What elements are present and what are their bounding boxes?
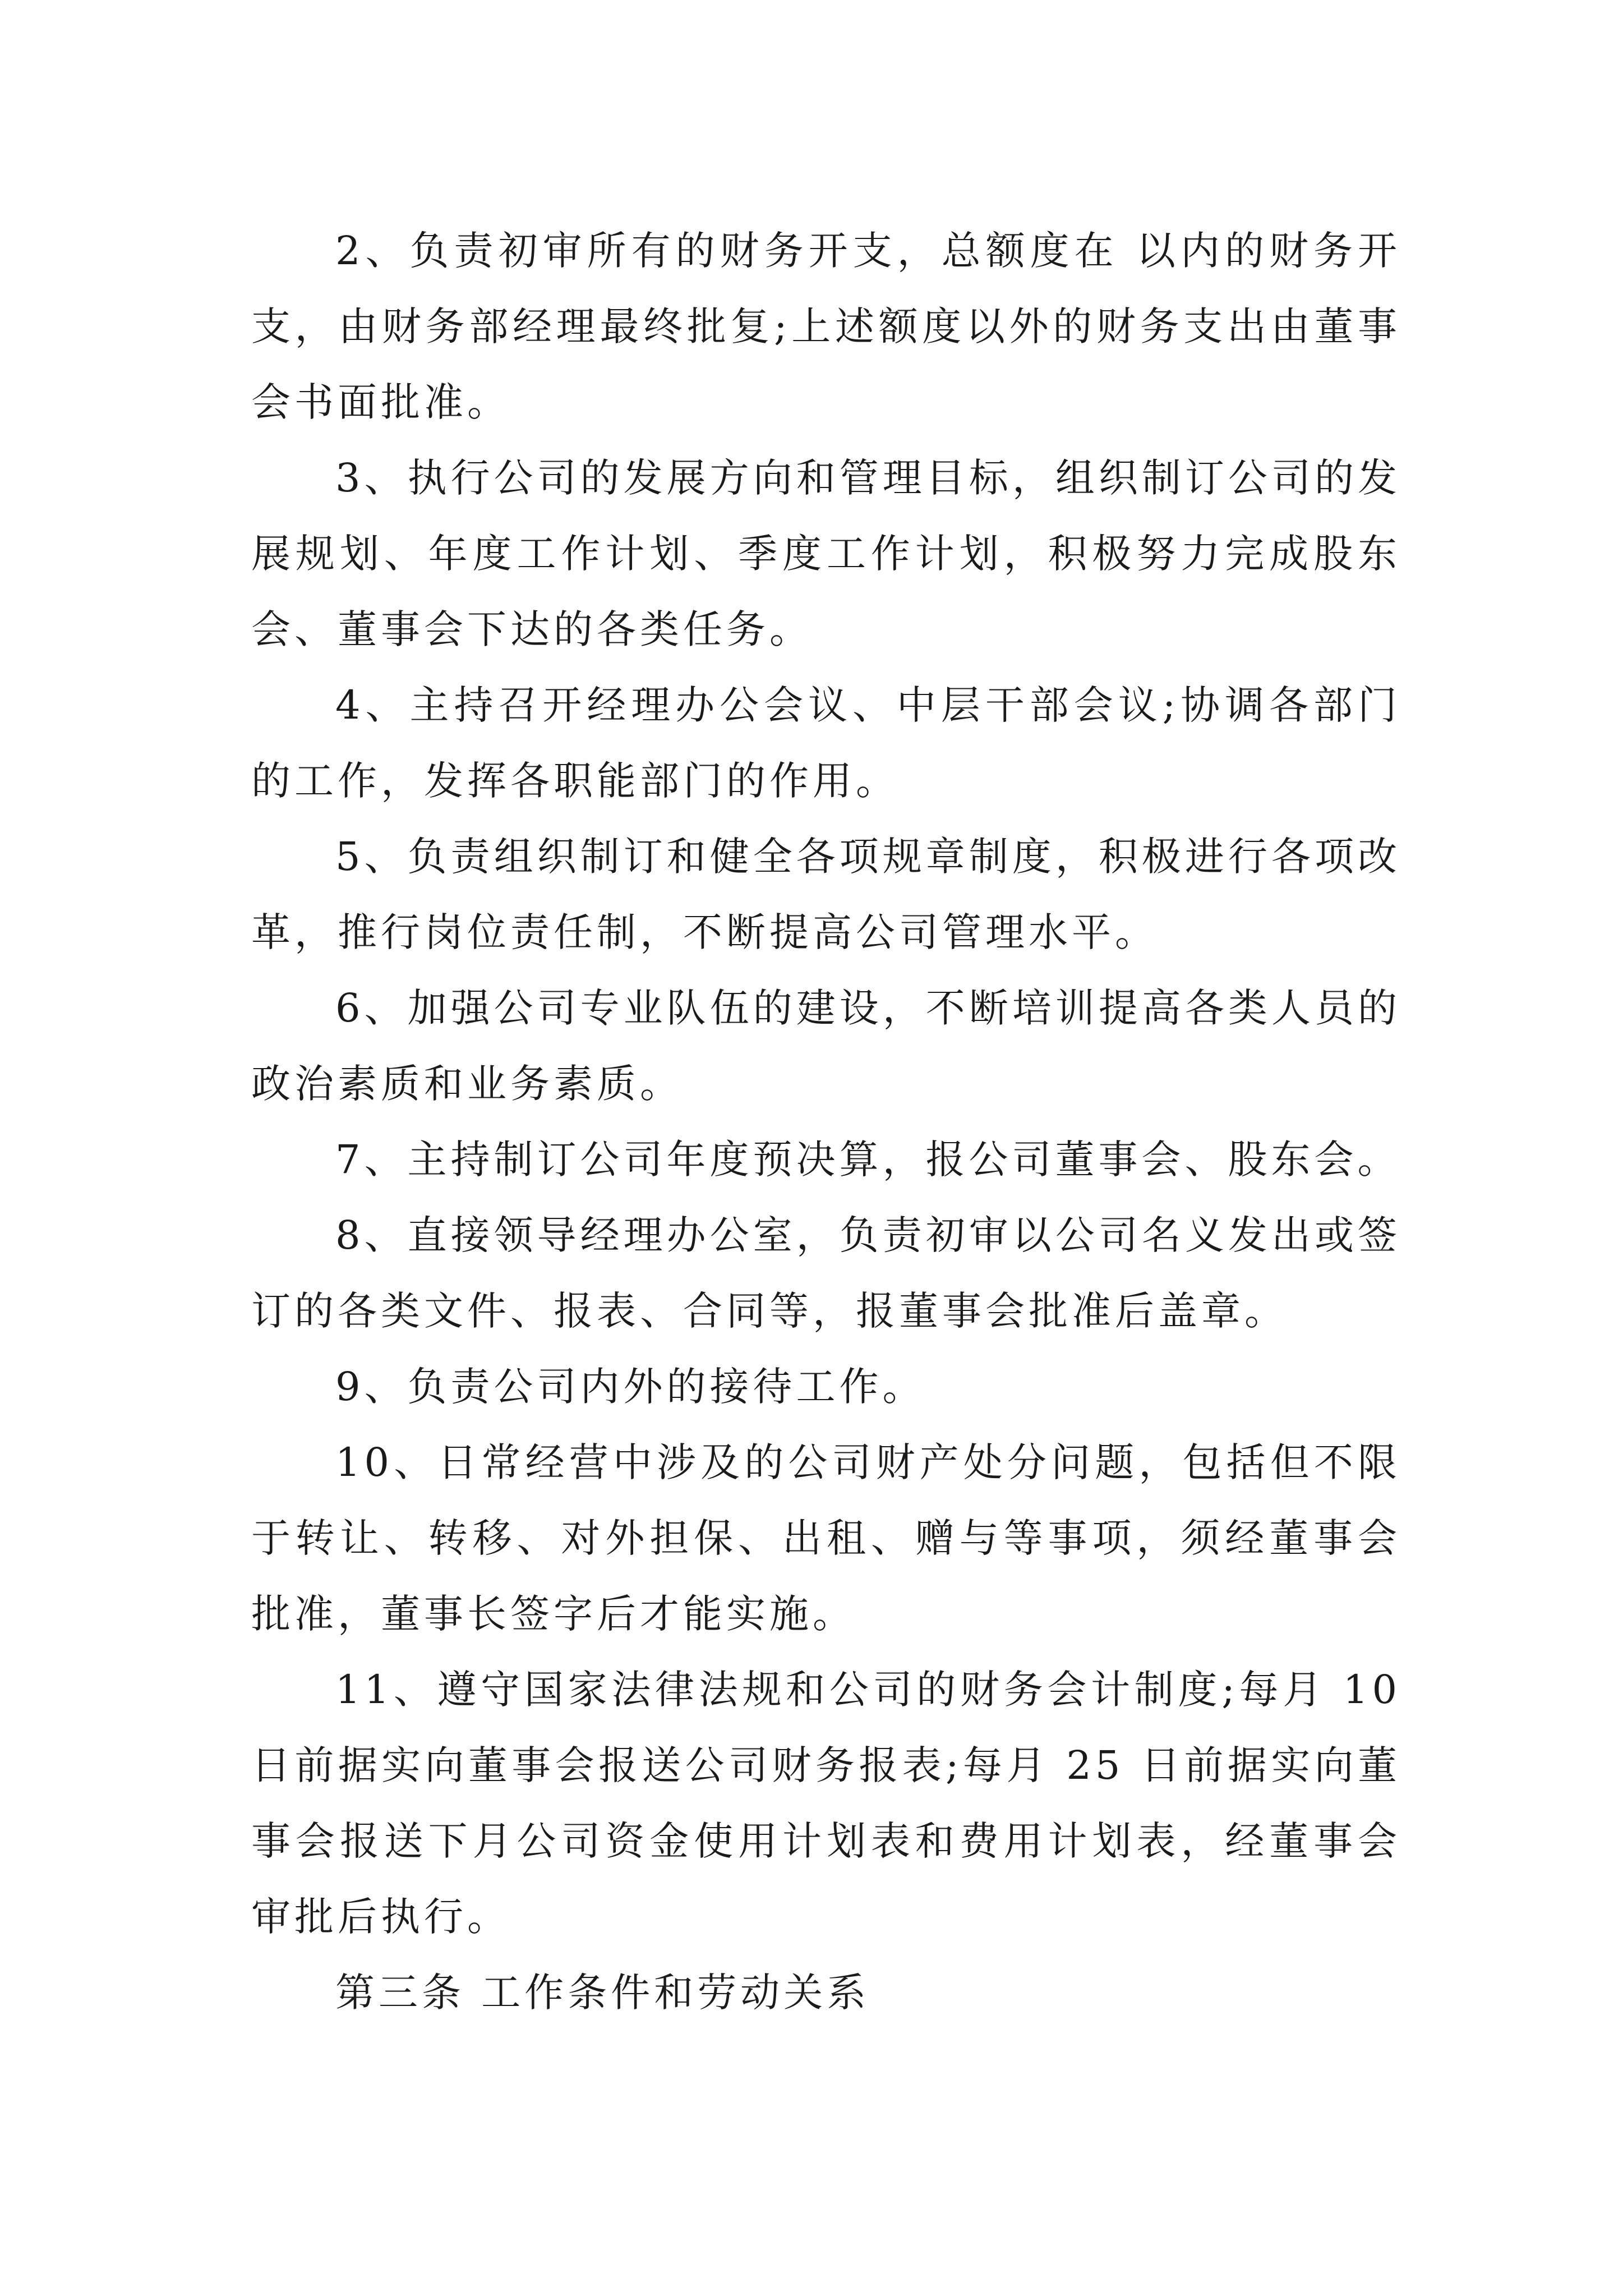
paragraph-item-2: 2、负责初审所有的财务开支，总额度在 以内的财务开支，由财务部经理最终批复;上述额度以外的财务支出由董事会书面批准。 <box>251 228 1401 425</box>
paragraph-item-7: 7、主持制订公司年度预决算，报公司董事会、股东会。 <box>335 1137 1401 1182</box>
paragraph-item-5: 5、负责组织制订和健全各项规章制度，积极进行各项改革，推行岗位责任制，不断提高公司管理水平。 <box>251 834 1401 955</box>
paragraph-item-9: 9、负责公司内外的接待工作。 <box>335 1364 926 1410</box>
paragraph-item-3: 3、执行公司的发展方向和管理目标，组织制订公司的发展规划、年度工作计划、季度工作计划，积极努力完成股东会、董事会下达的各类任务。 <box>251 455 1401 652</box>
paragraph-item-10: 10、日常经营中涉及的公司财产处分问题，包括但不限于转让、转移、对外担保、出租、赠与等事项，须经董事会批准，董事长签字后才能实施。 <box>251 1439 1401 1637</box>
document-body <box>251 213 1401 2031</box>
paragraph-item-4: 4、主持召开经理办公会议、中层干部会议;协调各部门的工作，发挥各职能部门的作用。 <box>251 682 1401 804</box>
paragraph-item-11: 11、遵守国家法律法规和公司的财务会计制度;每月 10 日前据实向董事会报送公司财务报表;每月 25 日前据实向董事会报送下月公司资金使用计划表和费用计划表，经董事会审批后执行。 <box>251 1667 1401 1940</box>
paragraph-item-6: 6、加强公司专业队伍的建设，不断培训提高各类人员的政治素质和业务素质。 <box>251 985 1401 1107</box>
paragraph-item-8: 8、直接领导经理办公室，负责初审以公司名义发出或签订的各类文件、报表、合同等，报董事会批准后盖章。 <box>251 1212 1401 1334</box>
article-heading: 第三条 工作条件和劳动关系 <box>335 1970 870 2016</box>
